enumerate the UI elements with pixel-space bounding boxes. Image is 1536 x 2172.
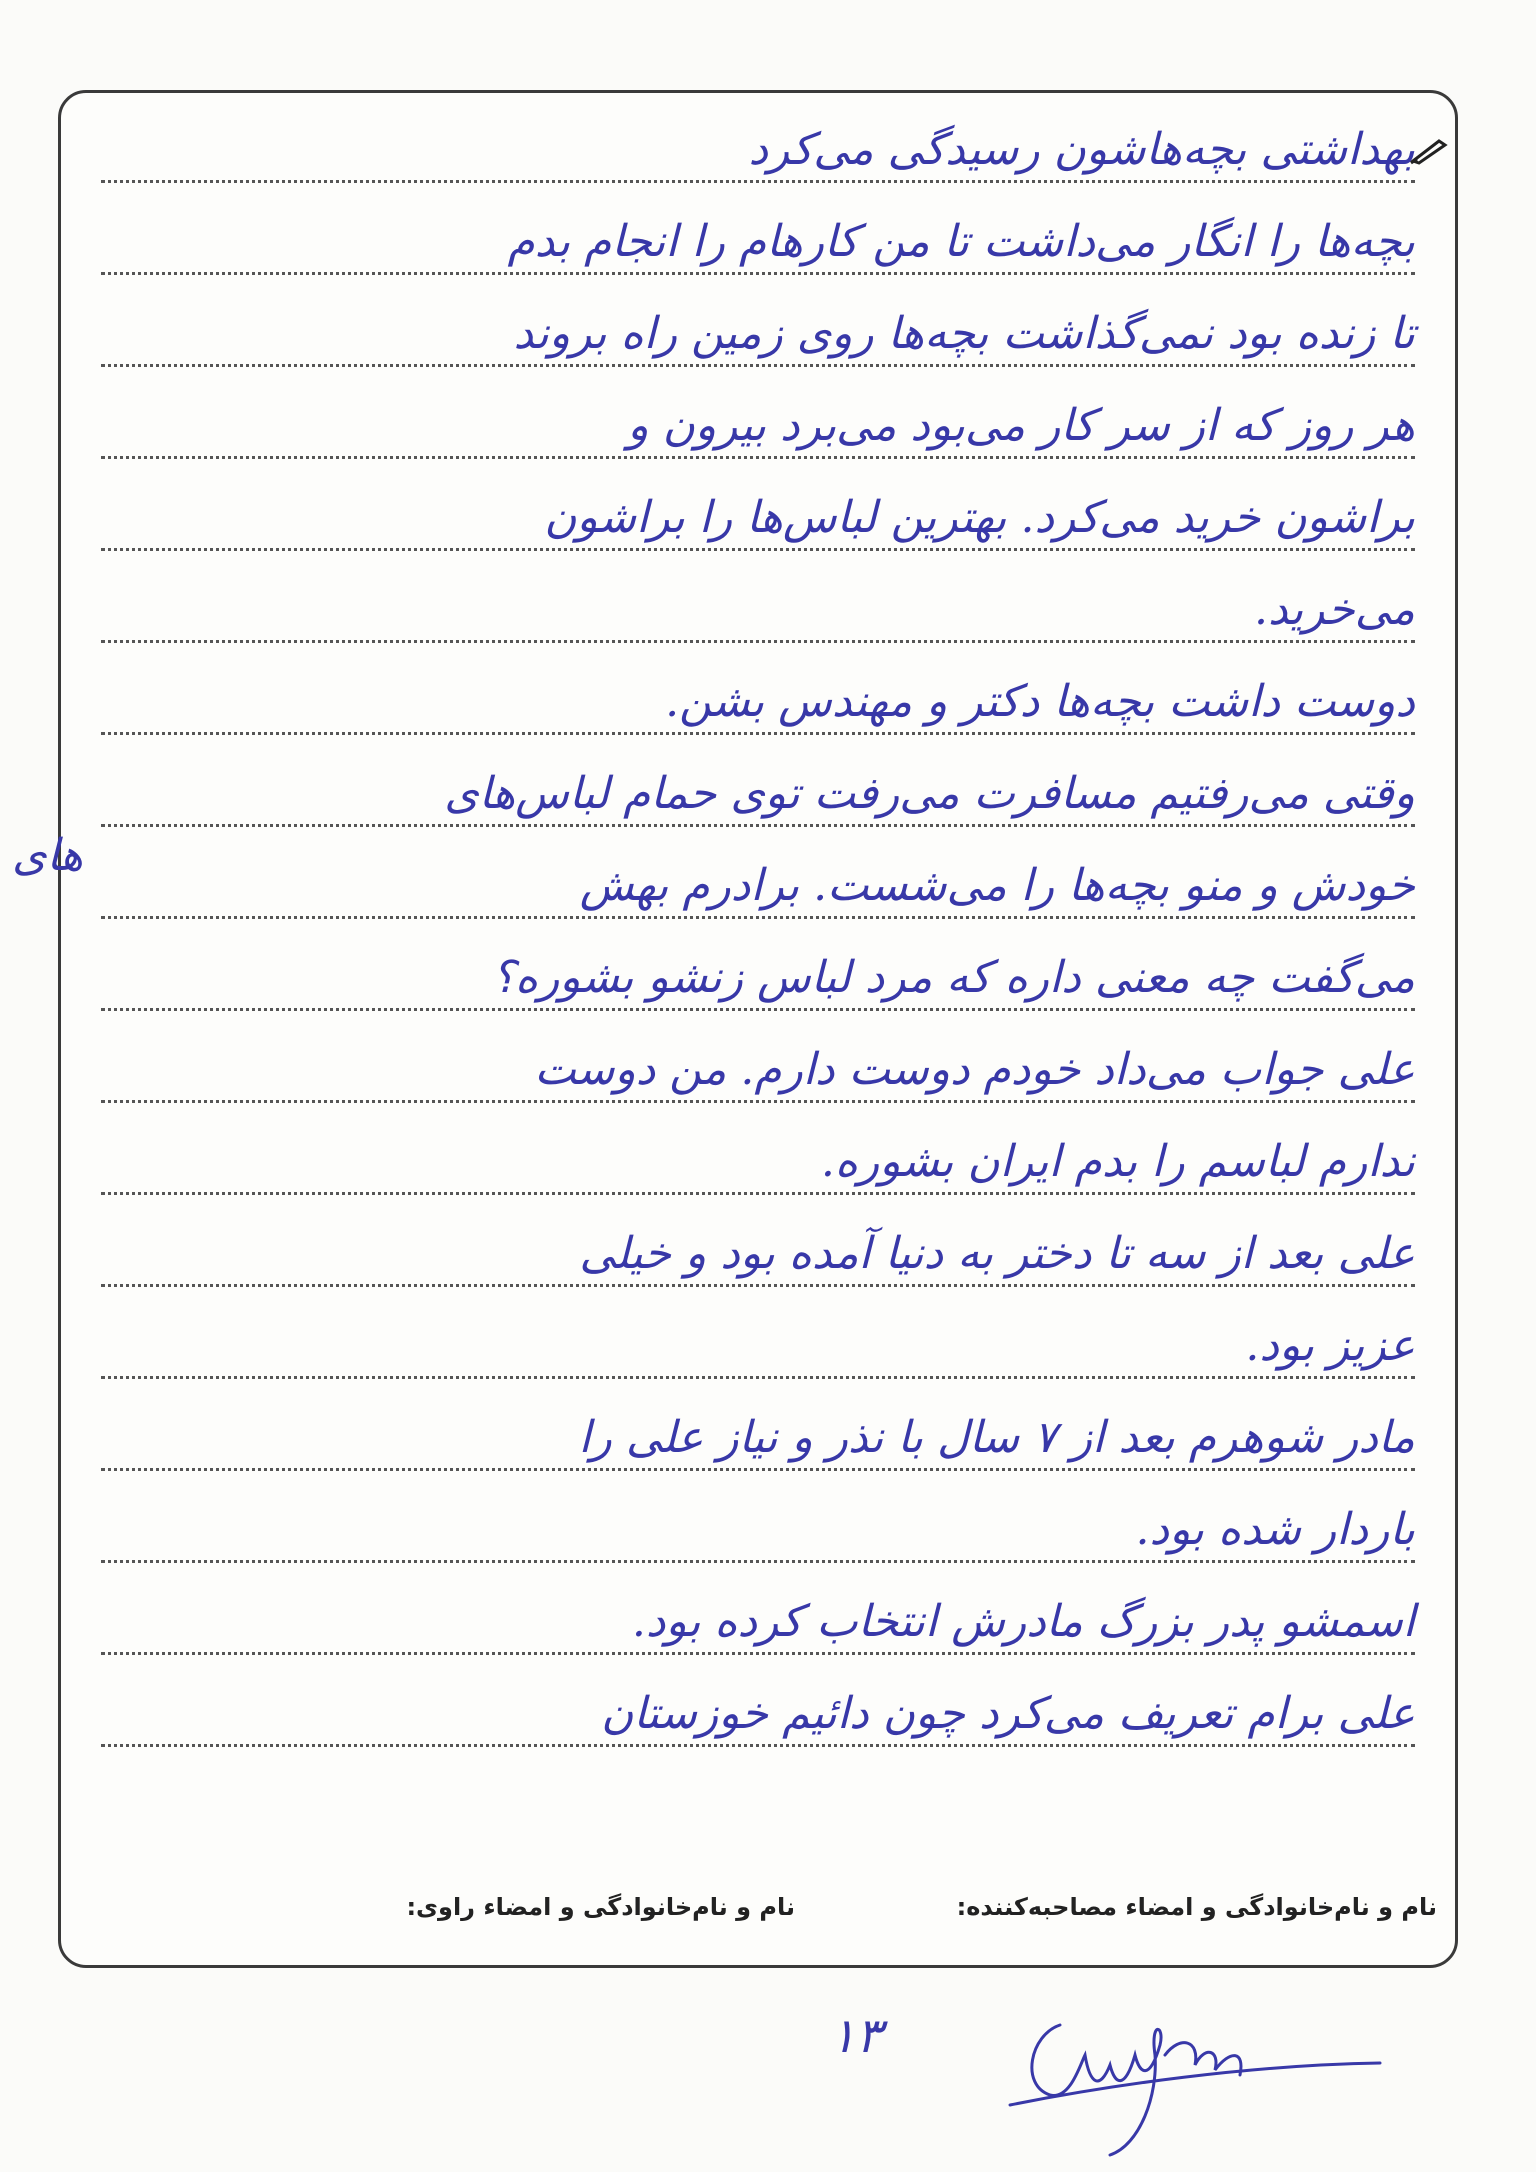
line-12: ندارم لباسم را بدم ایران بشوره. [101, 1105, 1415, 1195]
line-18: علی برام تعریف می‌کرد چون دائیم خوزستان [101, 1657, 1415, 1747]
line-7: دوست داشت بچه‌ها دکتر و مهندس بشن. [101, 645, 1415, 735]
line-3: تا زنده بود نمی‌گذاشت بچه‌ها روی زمین راه بروند [101, 277, 1415, 367]
page-number: ۱۳ [830, 2008, 882, 2064]
interviewer-label: نام و نام‌خانوادگی و امضاء مصاحبه‌کننده: [956, 1893, 1437, 1921]
form-sheet [58, 90, 1458, 1968]
line-8: وقتی می‌رفتیم مسافرت می‌رفت توی حمام لباس‌های [101, 737, 1415, 827]
line-2: بچه‌ها را انگار می‌داشت تا من کارهام را انجام بدم [101, 185, 1415, 275]
line-13: علی بعد از سه تا دختر به دنیا آمده بود و خیلی [101, 1197, 1415, 1287]
narrator-label: نام و نام‌خانوادگی و امضاء راوی: [406, 1893, 795, 1921]
line-17: اسمشو پدر بزرگ مادرش انتخاب کرده بود. [101, 1565, 1415, 1655]
line-9: خودش و منو بچه‌ها را می‌شست. برادرم بهش [101, 829, 1415, 919]
line-1: بهداشتی بچه‌هاشون رسیدگی می‌کرد [101, 93, 1415, 183]
line-16: باردار شده بود. [101, 1473, 1415, 1563]
line-11: علی جواب می‌داد خودم دوست دارم. من دوست [101, 1013, 1415, 1103]
signature-drawing [990, 1995, 1390, 2165]
line-6: می‌خرید. [101, 553, 1415, 643]
line-14: عزیز بود. [101, 1289, 1415, 1379]
pen-icon [1409, 135, 1449, 165]
margin-note: های [12, 830, 84, 881]
line-5: براشون خرید می‌کرد. بهترین لباس‌ها را براشون [101, 461, 1415, 551]
line-10: می‌گفت چه معنی داره که مرد لباس زنشو بشوره؟ [101, 921, 1415, 1011]
line-4: هر روز که از سر کار می‌بود می‌برد بیرون و [101, 369, 1415, 459]
line-15: مادر شوهرم بعد از ۷ سال با نذر و نیاز علی را [101, 1381, 1415, 1471]
